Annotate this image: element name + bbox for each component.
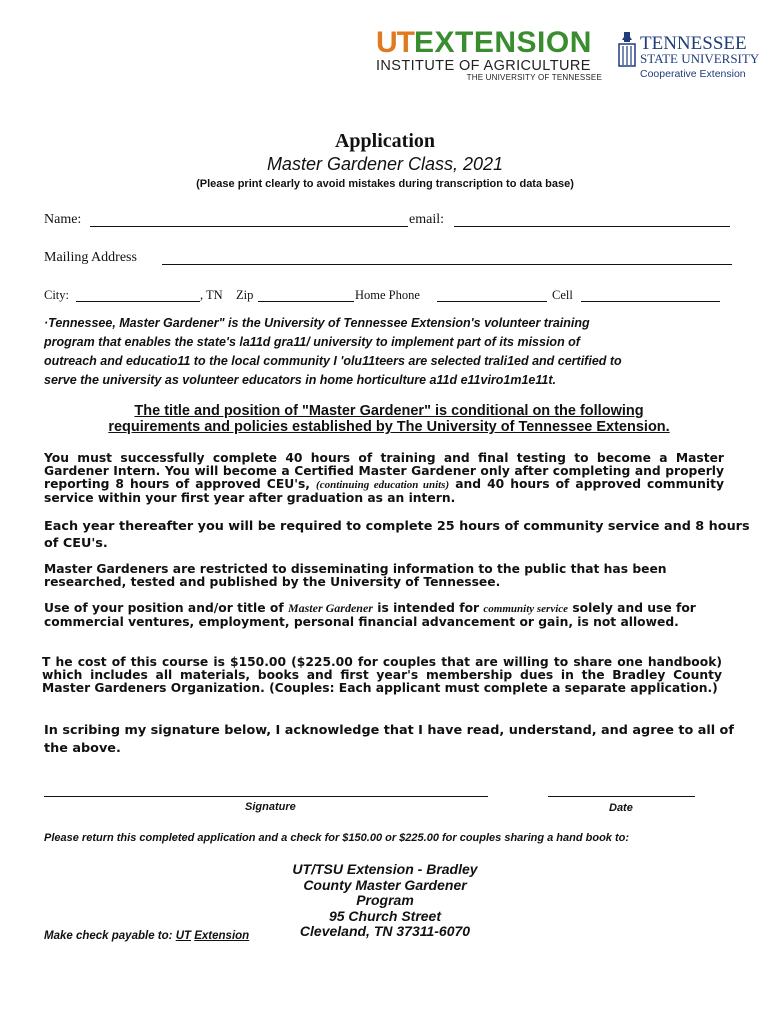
tsu-name-line2: STATE UNIVERSITY bbox=[640, 51, 760, 66]
state-label: , TN bbox=[200, 288, 223, 302]
name-field[interactable] bbox=[90, 226, 408, 227]
paragraph-text: and 40 hours of approved community service within your first year after graduation as an intern. bbox=[44, 477, 725, 505]
home-phone-field[interactable] bbox=[437, 301, 547, 302]
ut-mark: UT bbox=[376, 26, 414, 59]
page-subtitle: Master Gardener Class, 2021 bbox=[266, 154, 504, 174]
mission-statement bbox=[44, 314, 734, 390]
signature-label: Signature bbox=[245, 801, 296, 813]
return-instructions: Please return this completed application and a check for $150.00 or $225.00 for couples sharing a hand book to: bbox=[44, 832, 630, 844]
mission-line: outreach and educatio11 to the local community I 'olu11teers are selected trali1ed and certified to bbox=[44, 354, 622, 368]
payable-ut: UT bbox=[175, 930, 192, 942]
mission-line: serve the university as volunteer educators in home horticulture a11d e11viro1m1e11t. bbox=[44, 373, 556, 387]
conditions-heading bbox=[44, 403, 734, 435]
conditions-line: The title and position of "Master Gardener" is conditional on the following bbox=[134, 403, 644, 419]
address-line: 95 Church Street bbox=[328, 907, 442, 924]
requirements-paragraph bbox=[44, 452, 724, 505]
cell-label: Cell bbox=[552, 288, 573, 302]
conditions-line: requirements and policies established by The University of Tennessee Extension. bbox=[108, 419, 670, 435]
payable-instruction bbox=[44, 930, 249, 942]
cell-field[interactable] bbox=[581, 301, 720, 302]
paragraph-text: solely and use for commercial ventures, employment, personal financial advancement or gain, is not allowed. bbox=[44, 601, 696, 629]
mailing-address-field[interactable] bbox=[162, 264, 732, 265]
university-label: THE UNIVERSITY OF TENNESSEE bbox=[466, 73, 602, 82]
restriction-paragraph: Master Gardeners are restricted to disseminating information to the public that has been researched, tested and published by the University of Tennessee. bbox=[44, 562, 667, 589]
date-label: Date bbox=[609, 802, 633, 814]
city-label: City: bbox=[44, 288, 70, 302]
payable-extension: Extension bbox=[194, 930, 250, 942]
print-instruction: (Please print clearly to avoid mistakes during transcription to data base) bbox=[196, 178, 574, 190]
master-gardener-term: Master Gardener bbox=[287, 601, 373, 615]
paragraph-text: Use of your position and/or title of bbox=[44, 601, 284, 615]
cost-paragraph: T he cost of this course is $150.00 ($225.00 for couples that are willing to share one handbook) which includes all materials, books and first year's membership dues in the Bradley County Master Gardeners Organization. (Couples: Each applicant must complete a separate application.) bbox=[42, 655, 722, 695]
address-line: Program bbox=[356, 892, 414, 908]
address-line: County Master Gardener bbox=[303, 876, 467, 893]
mailing-destination bbox=[0, 862, 770, 940]
email-field[interactable] bbox=[454, 226, 730, 227]
tsu-name-line1: TENNESSEE bbox=[640, 33, 747, 54]
ut-extension-logo bbox=[376, 26, 606, 82]
title-use-paragraph bbox=[44, 602, 724, 629]
address-line: Cleveland, TN 37311-6070 bbox=[299, 923, 471, 939]
mailing-address-label: Mailing Address bbox=[44, 250, 137, 265]
ceu-definition: (continuing education units) bbox=[316, 479, 450, 491]
tsu-coop-label: Cooperative Extension bbox=[640, 68, 746, 80]
mission-line: ·Tennessee, Master Gardener" is the University of Tennessee Extension's volunteer training bbox=[44, 316, 590, 330]
email-label: email: bbox=[409, 212, 444, 227]
name-label: Name: bbox=[44, 212, 82, 227]
community-service-term: community service bbox=[483, 603, 569, 615]
signature-field[interactable] bbox=[44, 796, 488, 797]
payable-label: Make check payable to: bbox=[44, 930, 173, 942]
mission-line: program that enables the state's la11d gra11/ university to implement part of its mission of bbox=[44, 335, 580, 349]
date-field[interactable] bbox=[548, 796, 695, 797]
zip-label: Zip bbox=[236, 288, 254, 302]
building-icon bbox=[616, 32, 638, 68]
paragraph-text: is intended for bbox=[377, 601, 480, 615]
page-title: Application bbox=[334, 130, 436, 152]
annual-requirement-paragraph: Each year thereafter you will be required to complete 25 hours of community service and 8 hours of CEU's. bbox=[44, 519, 750, 551]
acknowledgement-paragraph: In scribing my signature below, I acknowledge that I have read, understand, and agree to all of the above. bbox=[44, 723, 734, 756]
city-field[interactable] bbox=[76, 301, 200, 302]
extension-word: EXTENSION bbox=[414, 26, 592, 59]
tsu-logo bbox=[616, 30, 760, 82]
institute-label: INSTITUTE OF AGRICULTURE bbox=[376, 58, 591, 74]
home-phone-label: Home Phone bbox=[355, 288, 420, 302]
paragraph-text: You must successfully complete 40 hours of training and final testing to become a Master Gardener Intern. You will become a Certified Master Gardener only after completing and properly reporting 8 hours of approved CEU's, bbox=[44, 451, 724, 491]
zip-field[interactable] bbox=[258, 301, 354, 302]
address-line: UT/TSU Extension - Bradley bbox=[292, 861, 478, 877]
